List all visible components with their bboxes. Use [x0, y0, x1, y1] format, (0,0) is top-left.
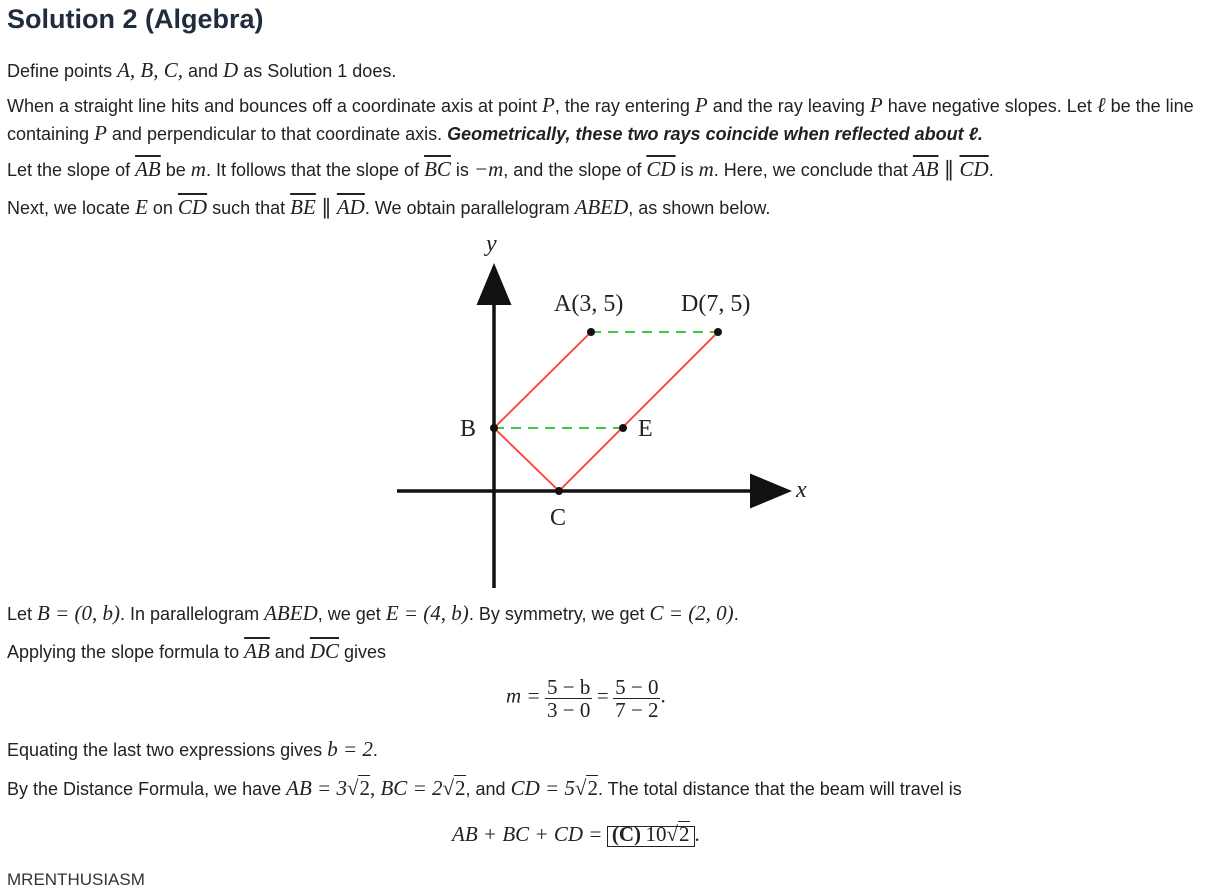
paragraph-equating: Equating the last two expressions gives b = 2. [7, 737, 378, 761]
fraction-2: $\frac{5 - 0}{7 - 2}$ [615, 675, 659, 722]
fraction-1: $\frac{5 - b}{3 - 0}$ [547, 675, 591, 722]
paragraph-reflection: When a straight line hits and bounces off a coordinate axis at point P, the ray entering P and the ray leaving P have negative slopes. Let ℓ be the line containing P and perpendicular to that coordinate axis. Geometrically, these two rays coincide when reflected about ℓ. [7, 93, 1194, 145]
point-d [714, 328, 722, 336]
paragraph-coordinates: Let B = (0, b). In parallelogram ABED, we get E = (4, b). By symmetry, we get C = (2, 0). [7, 601, 739, 625]
bold-statement: Geometrically, these two rays coincide when reflected about [447, 124, 969, 144]
paragraph-slopes: Let the slope of $\overline{AB}$ be m. It follows that the slope of $\overline{BC}$ is −m, and the slope of $\overline{CD}$ is m. Here, we conclude that $\overline{AB}$ ∥ $\overline{CD}$. [7, 157, 994, 181]
paragraph-distance: By the Distance Formula, we have AB = 3√2, BC = 2√2, and CD = 5√2. The total distance that the beam will travel is [7, 776, 962, 800]
segment-cd [559, 332, 718, 491]
solution-heading: Solution 2 (Algebra) [7, 4, 264, 34]
final-answer-equation: AB + BC + CD = (C) 10√2 . [452, 822, 700, 846]
segment-ab [494, 332, 591, 428]
parallelogram-diagram [380, 228, 830, 593]
y-axis-label: y [486, 231, 497, 257]
paragraph-slope-formula: Applying the slope formula to $\overline{AB}$ and $\overline{DC}$ gives [7, 639, 387, 663]
point-c [555, 487, 563, 495]
math-abc: A, B, C, [117, 58, 183, 82]
label-c: C [550, 505, 567, 531]
answer-box: (C) 10√2 [607, 826, 695, 847]
point-e [619, 424, 627, 432]
author-signature: MRENTHUSIASM [7, 870, 145, 889]
label-e: E [638, 416, 653, 442]
point-a [587, 328, 595, 336]
paragraph-define-points: Define points A, B, C, and D as Solution 1 does. [7, 58, 397, 82]
segment-bc [494, 428, 559, 491]
x-axis-label: x [796, 477, 807, 503]
paragraph-locate-e: Next, we locate E on $\overline{CD}$ such that $\overline{BE}$ ∥ $\overline{AD}$. We obtain parallelogram ABED, as shown below. [7, 195, 771, 219]
label-a: A(3, 5) [554, 291, 624, 317]
label-b: B [460, 416, 477, 442]
point-b [490, 424, 498, 432]
slope-equation: m = $\frac{5 - b}{3 - 0}$ = $\frac{5 - 0}{7 - 2}$ . [506, 675, 666, 722]
label-d: D(7, 5) [681, 291, 751, 317]
